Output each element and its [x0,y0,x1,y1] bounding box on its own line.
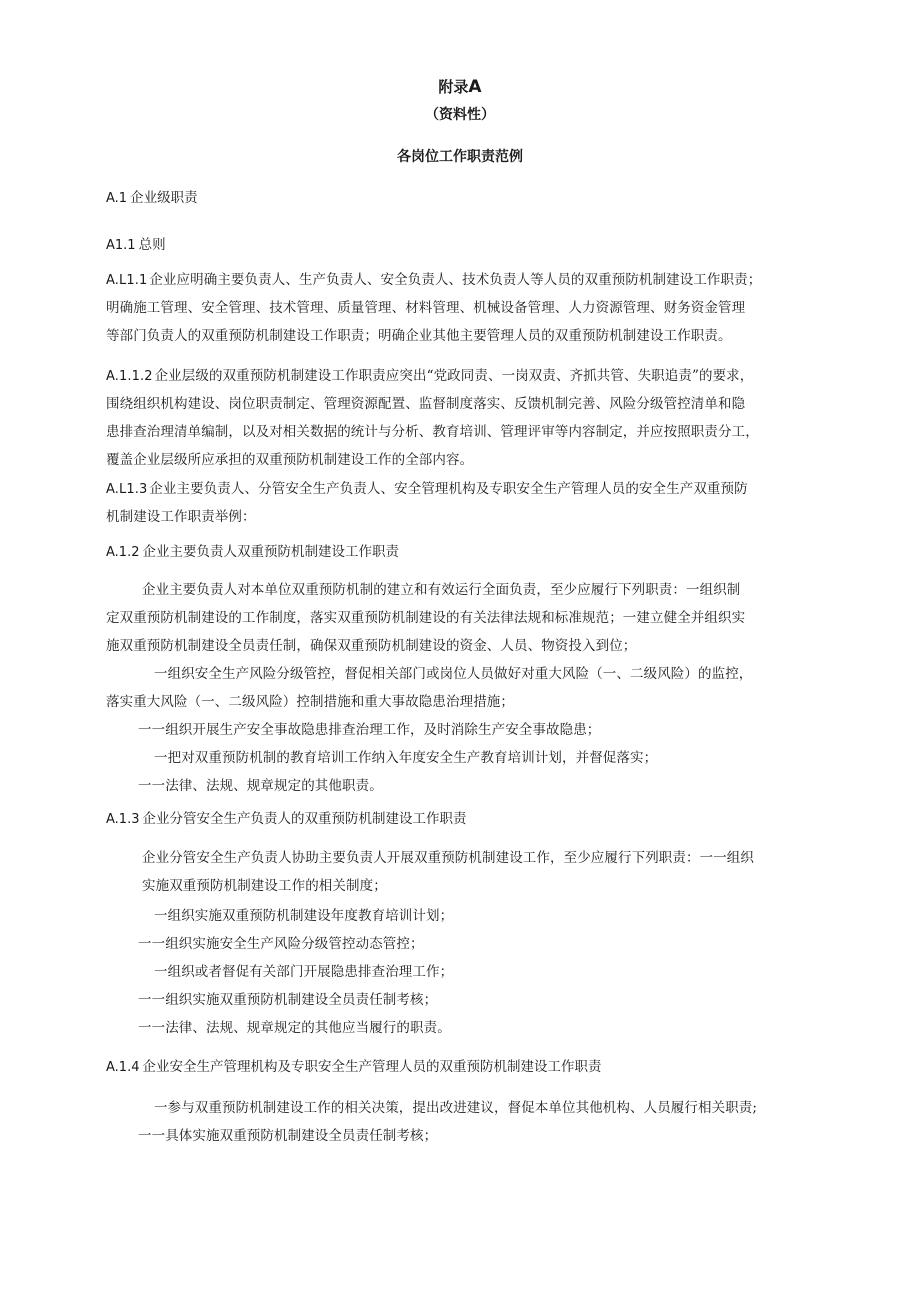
section14-line-1: 一参与双重预防机制建设工作的相关决策，提出改进建议，督促本单位其他机构、人员履行相关职责; [154,1100,758,1116]
appendix-letter: A [468,77,482,97]
clause-text: 企业层级的双重预防机制建设工作职责应突出“党政同责、一岗双责、齐抓共管、失职追责”的要求， [154,368,754,384]
heading-a13 [106,807,466,827]
heading-number: A.1.3 [106,812,140,827]
document-title: 各岗位工作职责范例 [397,149,523,165]
clause-number: A.1.1.2 [106,369,153,384]
section12-line-6: 一一组织开展生产安全事故隐患排查治理工作，及时消除生产安全事故隐患； [138,722,601,738]
heading-a1 [106,186,198,206]
heading-a12 [106,540,399,560]
section13-line-3: 一组织实施双重预防机制建设年度教育培训计划； [154,908,454,924]
clause-a112-line-3: 患排查治理清单编制，以及对相关数据的统计与分析、教育培训、管理评审等内容制定，并应按照职责分工， [106,424,759,440]
section12-line-3: 施双重预防机制建设全员责任制，确保双重预防机制建设的资金、人员、物资投入到位； [106,638,637,654]
section13-line-7: 一一法律、法规、规章规定的其他应当履行的职责。 [138,1020,451,1036]
heading-text: 企业安全生产管理机构及专职安全生产管理人员的双重预防机制建设工作职责 [142,1059,602,1075]
appendix-heading [0,76,920,97]
heading-number: A.1.4 [106,1060,140,1075]
clause-a111-line-1 [106,268,761,288]
heading-number: A.1.2 [106,545,140,560]
heading-text: 企业分管安全生产负责人的双重预防机制建设工作职责 [142,811,467,827]
section13-line-2: 实施双重预防机制建设工作的相关制度； [142,878,387,894]
heading-number: A.1 [106,191,128,206]
clause-a112-line-2: 围绕组织机构建设、岗位职责制定、管理资源配置、监督制度落实、反馈机制完善、风险分级管控清单和隐 [106,396,746,412]
section12-line-7: 一把对双重预防机制的教育培训工作纳入年度安全生产教育培训计划，并督促落实； [154,750,658,766]
appendix-nature: （资料性） [425,107,495,123]
heading-text: 企业主要负责人双重预防机制建设工作职责 [142,544,399,560]
section12-line-8: 一一法律、法规、规章规定的其他职责。 [138,778,383,794]
heading-text: 总则 [138,237,166,253]
section13-line-5: 一组织或者督促有关部门开展隐患排查治理工作； [154,964,454,980]
appendix-prefix: 附录 [438,78,469,96]
clause-a112-line-4: 覆盖企业层级所应承担的双重预防机制建设工作的全部内容。 [106,452,474,468]
heading-text: 企业级职责 [130,190,198,206]
clause-text: 企业应明确主要负责人、生产负责人、安全负责人、技术负责人等人员的双重预防机制建设工作职责； [149,272,762,288]
heading-a14 [106,1055,601,1075]
clause-a113-line-1 [106,477,748,497]
clause-number: A.L1.1 [106,273,148,288]
clause-a112-line-1 [106,364,753,384]
clause-number: A.L1.3 [106,482,148,497]
clause-text: 企业主要负责人、分管安全生产负责人、安全管理机构及专职安全生产管理人员的安全生产双重预防 [149,481,748,497]
section12-line-2: 定双重预防机制建设的工作制度，落实双重预防机制建设的有关法律法规和标准规范；一建立健全并组织实 [106,610,746,626]
section12-line-4: 一组织安全生产风险分级管控，督促相关部门或岗位人员做好对重大风险（一、二级风险）的监控， [154,666,753,682]
clause-a113-line-2: 机制建设工作职责举例： [106,509,256,525]
section13-line-1: 企业分管安全生产负责人协助主要负责人开展双重预防机制建设工作，至少应履行下列职责：一一组织 [142,850,754,866]
heading-a11 [106,233,166,253]
section12-line-1: 企业主要负责人对本单位双重预防机制的建立和有效运行全面负责，至少应履行下列职责：一组织制 [142,582,741,598]
clause-a111-line-3: 等部门负责人的双重预防机制建设工作职责；明确企业其他主要管理人员的双重预防机制建设工作职责。 [106,328,732,344]
section13-line-6: 一一组织实施双重预防机制建设全员责任制考核； [138,992,438,1008]
clause-a111-line-2: 明确施工管理、安全管理、技术管理、质量管理、材料管理、机械设备管理、人力资源管理、财务资金管理 [106,300,746,316]
section12-line-5: 落实重大风险（一、二级风险）控制措施和重大事故隐患治理措施； [106,694,514,710]
section14-line-2: 一一具体实施双重预防机制建设全员责任制考核； [138,1128,438,1144]
heading-number: A1.1 [106,238,136,253]
section13-line-4: 一一组织实施安全生产风险分级管控动态管控； [138,936,424,952]
